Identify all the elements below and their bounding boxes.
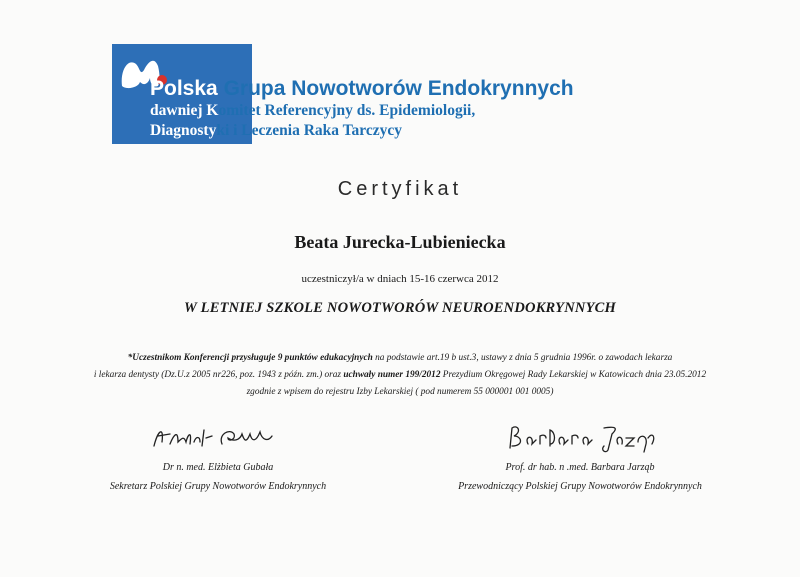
accreditation-line-2: i lekarza dentysty (Dz.U.z 2005 nr226, poz. 1943 z późn. zm.) oraz uchwały numer 199/2012 Prezydium Okręgowej Rady Lekarskiej w Katowicach dnia 23.05.2012	[93, 370, 707, 380]
accreditation-line-3: zgodnie z wpisem do rejestru Izby Lekarskiej ( pod numerem 55 000001 001 0005)	[246, 387, 554, 397]
recipient-name: Beata Jurecka-Lubieniecka	[294, 232, 506, 252]
signatory-right-name: Prof. dr hab. n .med. Barbara Jarząb	[505, 462, 655, 473]
handwritten-signature-left	[148, 420, 288, 454]
organization-header	[150, 78, 710, 138]
accreditation-notes	[60, 350, 740, 401]
signature-block-left	[68, 420, 368, 492]
organization-name	[150, 78, 710, 99]
accreditation-line-1: *Uczestnikom Konferencji przysługuje 9 punktów edukacyjnych na podstawie art.19 b ust.3, ustawy z dnia 5 grudnia 1996r. o zawodach lekarza	[127, 353, 673, 363]
organization-name-rest: Grupa Nowotworów Endokrynnych	[223, 77, 574, 100]
event-name: W LETNIEJ SZKOLE NOWOTWORÓW NEUROENDOKRYNNYCH	[184, 300, 616, 316]
organization-former-name-line2: Diagnostyki i Leczenia Raka Tarczycy	[150, 121, 403, 139]
signatory-left-role: Sekretarz Polskiej Grupy Nowotworów Endokrynnych	[109, 481, 327, 492]
signatory-left-name: Dr n. med. Elżbieta Gubała	[162, 462, 274, 473]
participation-dates: uczestniczył/a w dniach 15-16 czerwca 2012	[301, 273, 499, 285]
certificate-title: Certyfikat	[337, 178, 463, 200]
handwritten-signature-right	[500, 420, 660, 454]
signatory-right-role: Przewodniczący Polskiej Grupy Nowotworów Endokrynnych	[458, 481, 702, 492]
organization-name-first-word: Polska	[150, 77, 218, 100]
signature-block-right	[430, 420, 730, 492]
organization-former-name-line1: dawniej Komitet Referencyjny ds. Epidemiologii,	[150, 102, 476, 119]
